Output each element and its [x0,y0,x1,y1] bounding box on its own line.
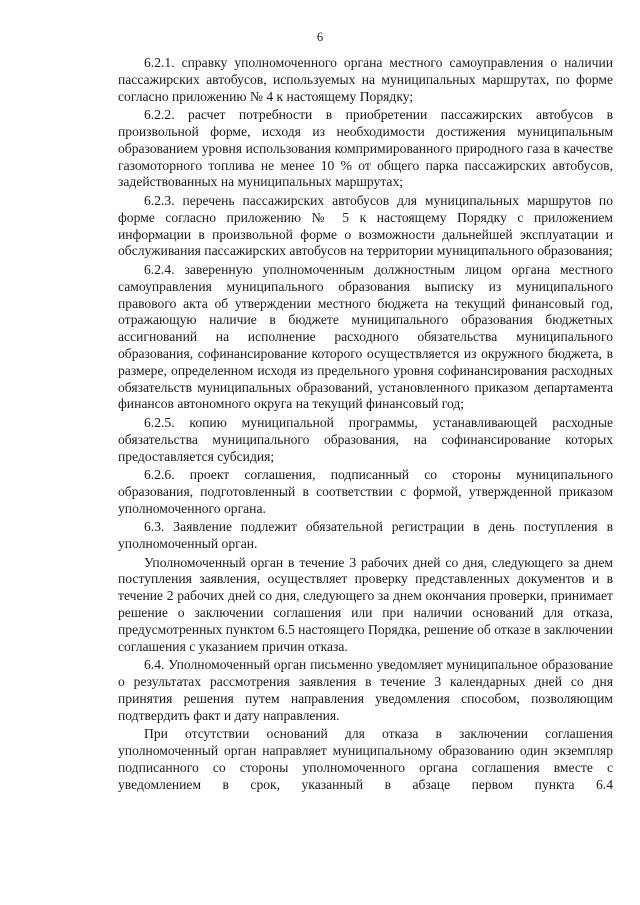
paragraph-6-2-5: 6.2.5. копию муниципальной программы, устанавливающей расходные обязательства муниципального образования, на софинансирование которых предоставляется субсидия; [118,414,613,464]
paragraph-6-2-6: 6.2.6. проект соглашения, подписанный со стороны муниципального образования, подготовленный в соответствии с формой, утвержденной приказом уполномоченного органа. [118,467,613,516]
paragraph-no-refusal-grounds: При отсутствии оснований для отказа в заключении соглашения уполномоченный орган направляет муниципальному образованию один экземпляр подписанного со стороны уполномоченного органа соглашения вместе с уведомлением в срок, указанный в абзаце первом пункта 6.4 [118,726,613,792]
paragraph-6-2-4: 6.2.4. заверенную уполномоченным должностным лицом органа местного самоуправления муниципального образования выписку из муниципального правового акта об утверждении местного бюджета на текущий финансовый год, отражающую наличие в бюджете муниципального образования бюджетных ассигнований на исполнение расходного обязательства муниципального образования, софинансирование которого осуществляется из окружного бюджета, в размере, определенном исходя из предельного уровня софинансирования расходных обязательств муниципальных образований, установленного приказом департамента финансов автономного округа на текущий финансовый год; [118,261,613,412]
paragraph-6-2-3: 6.2.3. перечень пассажирских автобусов для муниципальных маршрутов по форме согласно приложению № 5 к настоящему Порядку с приложением информации в произвольной форме о возможности дальнейшей эксплуатации и обслуживания пассажирских автобусов на территории муниципального образования; [118,192,613,259]
paragraph-6-3: 6.3. Заявление подлежит обязательной регистрации в день поступления в уполномоченный орган. [118,519,613,552]
paragraph-6-2-2: 6.2.2. расчет потребности в приобретении пассажирских автобусов в произвольной форме, исходя из необходимости достижения муниципальным образованием уровня использования компримированного природного газа в качестве газомоторного топлива не менее 10 % от общего парка пассажирских автобусов, задействованных на муниципальных маршрутах; [118,107,613,190]
paragraph-6-4: 6.4. Уполномоченный орган письменно уведомляет муниципальное образование о результатах рассмотрения заявления в течение 3 календарных дней со дня принятия решения путем направления уведомления способом, позволяющим подтвердить факт и дату направления. [118,657,613,723]
paragraph-review-procedure: Уполномоченный орган в течение 3 рабочих дней со дня, следующего за днем поступления заявления, осуществляет проверку представленных документов и в течение 2 рабочих дней со дня, следующего за днем окончания проверки, принимает решение о заключении соглашения или при наличии оснований для отказа, предусмотренных пунктом 6.5 настоящего Порядка, решение об отказе в заключении соглашения с указанием причин отказа. [118,554,613,654]
page-number: 6 [316,30,324,44]
document-body [118,55,613,793]
paragraph-6-2-1: 6.2.1. справку уполномоченного органа местного самоуправления о наличии пассажирских автобусов, используемых на муниципальных маршрутах, по форме согласно приложению № 4 к настоящему Порядку; [118,55,613,104]
